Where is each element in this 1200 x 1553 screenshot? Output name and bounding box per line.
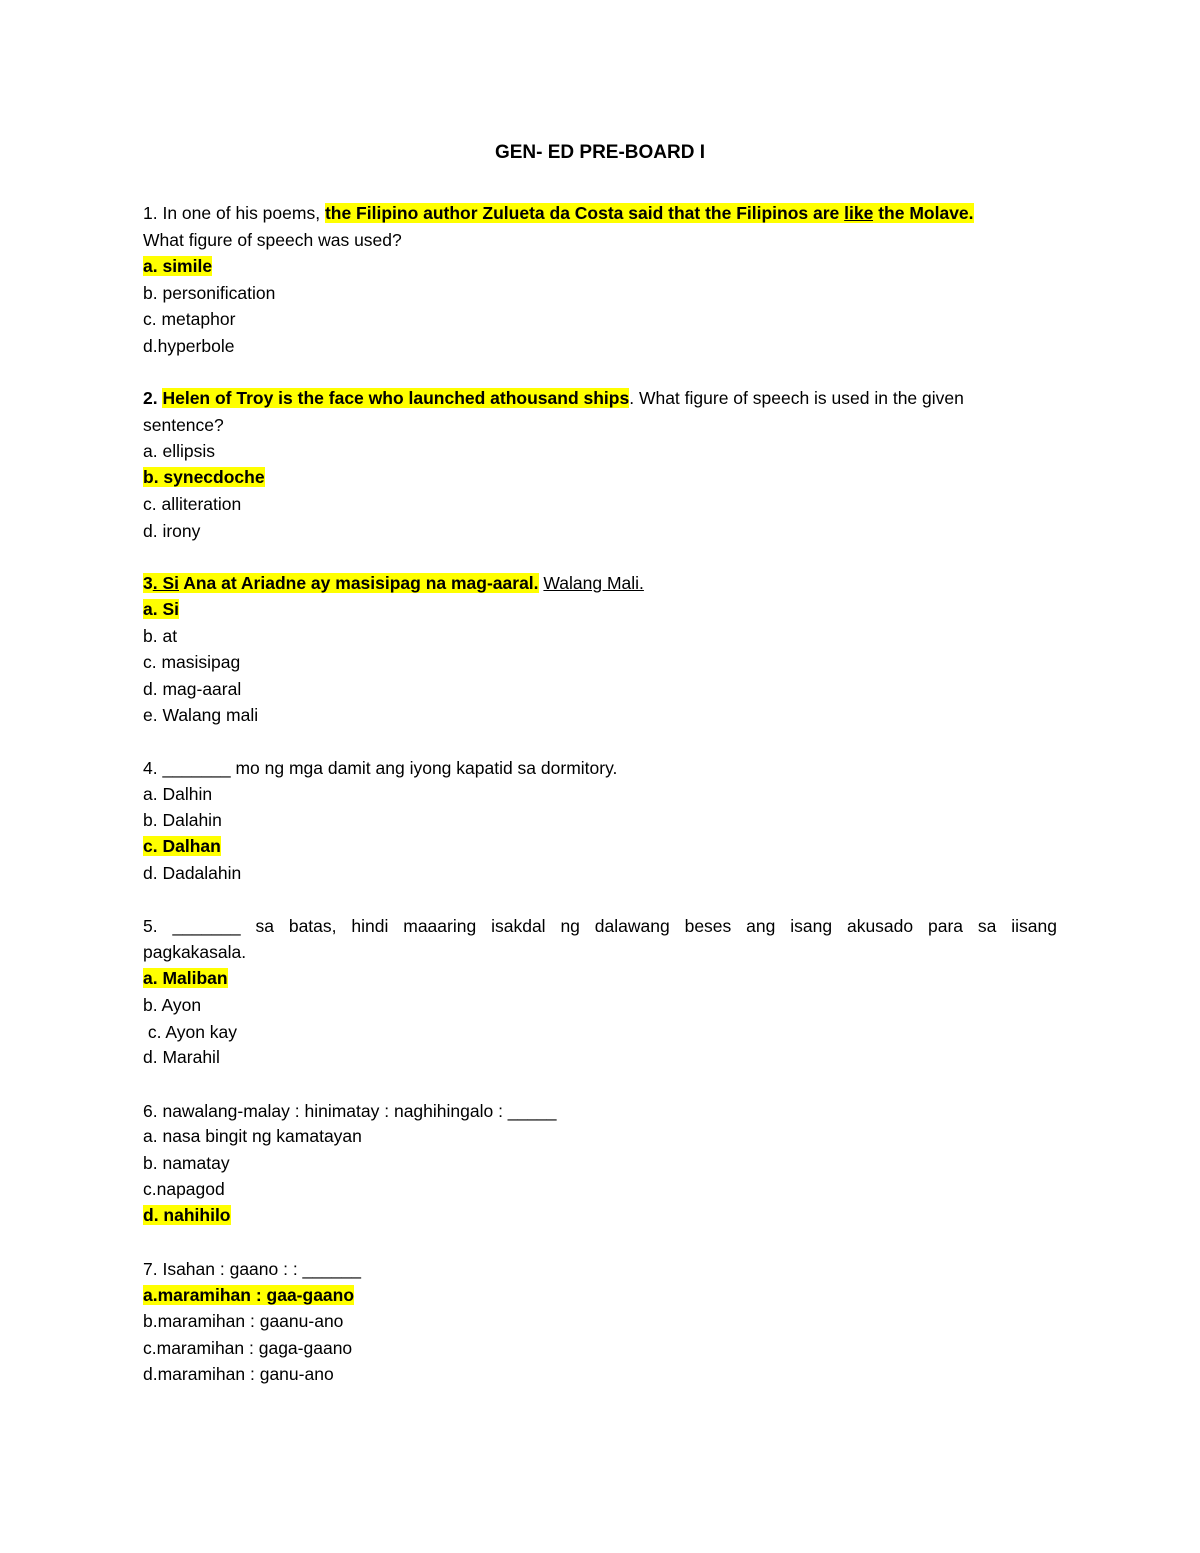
answer-option-correct: a. Si bbox=[143, 599, 179, 619]
answer-option: b. namatay bbox=[143, 1153, 230, 1173]
answer-option: c.maramihan : gaga-gaano bbox=[143, 1338, 353, 1358]
question-1-stem-line2: What figure of speech was used? bbox=[143, 230, 402, 250]
answer-option: c.napagod bbox=[143, 1179, 225, 1199]
answer-option: a. Dalhin bbox=[143, 784, 213, 804]
question-6-stem: 6. nawalang-malay : hinimatay : naghihingalo : _____ bbox=[143, 1101, 557, 1121]
highlighted-underlined-text: like bbox=[844, 203, 874, 223]
answer-option: b. at bbox=[143, 626, 178, 646]
answer-option: d. irony bbox=[143, 521, 201, 541]
answer-option-correct: b. synecdoche bbox=[143, 467, 265, 487]
question-text: In one of his poems, bbox=[162, 203, 325, 223]
answer-option-correct: d. nahihilo bbox=[143, 1205, 231, 1225]
answer-option-correct: a. simile bbox=[143, 256, 213, 276]
question-number: 2. bbox=[143, 388, 163, 408]
answer-option: d. mag-aaral bbox=[143, 679, 242, 699]
answer-option: b.maramihan : gaanu-ano bbox=[143, 1311, 344, 1331]
question-5-stem-line2: pagkakasala. bbox=[143, 942, 247, 962]
highlighted-text: the Molave. bbox=[873, 203, 974, 223]
question-5-stem: 5. _______ sa batas, hindi maaaring isakdal ng dalawang beses ang isang akusado para sa iisang bbox=[143, 916, 1057, 936]
question-number: 3 bbox=[143, 573, 153, 593]
answer-option: d.hyperbole bbox=[143, 336, 235, 356]
answer-option: b. Dalahin bbox=[143, 810, 222, 830]
underlined-text: Walang Mali. bbox=[543, 573, 644, 593]
question-7-stem: 7. Isahan : gaano : : ______ bbox=[143, 1259, 361, 1279]
question-number: 1. bbox=[143, 203, 163, 223]
question-4-stem: 4. _______ mo ng mga damit ang iyong kapatid sa dormitory. bbox=[143, 758, 618, 778]
question-3-stem bbox=[143, 571, 644, 595]
highlighted-text: the Filipino author Zulueta da Costa said that the Filipinos are bbox=[324, 203, 845, 223]
answer-option: c. Ayon kay bbox=[143, 1022, 238, 1042]
answer-option: c. alliteration bbox=[143, 494, 242, 514]
answer-option: d. Dadalahin bbox=[143, 863, 242, 883]
answer-option-correct: c. Dalhan bbox=[143, 836, 221, 856]
question-1-stem bbox=[143, 201, 974, 225]
answer-option: e. Walang mali bbox=[143, 705, 259, 725]
question-2-stem bbox=[143, 386, 964, 410]
highlighted-text: Helen of Troy is the face who launched athousand ships bbox=[162, 388, 630, 408]
answer-option: b. personification bbox=[143, 283, 276, 303]
answer-option: a. nasa bingit ng kamatayan bbox=[143, 1126, 362, 1146]
answer-option: c. masisipag bbox=[143, 652, 241, 672]
page-title: GEN- ED PRE-BOARD I bbox=[494, 142, 706, 163]
answer-option: d.maramihan : ganu-ano bbox=[143, 1364, 334, 1384]
answer-option-correct: a. Maliban bbox=[143, 968, 228, 988]
answer-option: d. Marahil bbox=[143, 1047, 220, 1067]
question-text: . What figure of speech is used in the given bbox=[629, 388, 964, 408]
highlighted-text: Ana at Ariadne ay masisipag na mag-aaral. bbox=[179, 573, 539, 593]
answer-option-correct: a.maramihan : gaa-gaano bbox=[143, 1285, 355, 1305]
answer-option: b. Ayon bbox=[143, 995, 202, 1015]
question-2-stem-line2: sentence? bbox=[143, 415, 224, 435]
answer-option: c. metaphor bbox=[143, 309, 236, 329]
highlighted-underlined-text: . Si bbox=[152, 573, 179, 593]
answer-option: a. ellipsis bbox=[143, 441, 215, 461]
